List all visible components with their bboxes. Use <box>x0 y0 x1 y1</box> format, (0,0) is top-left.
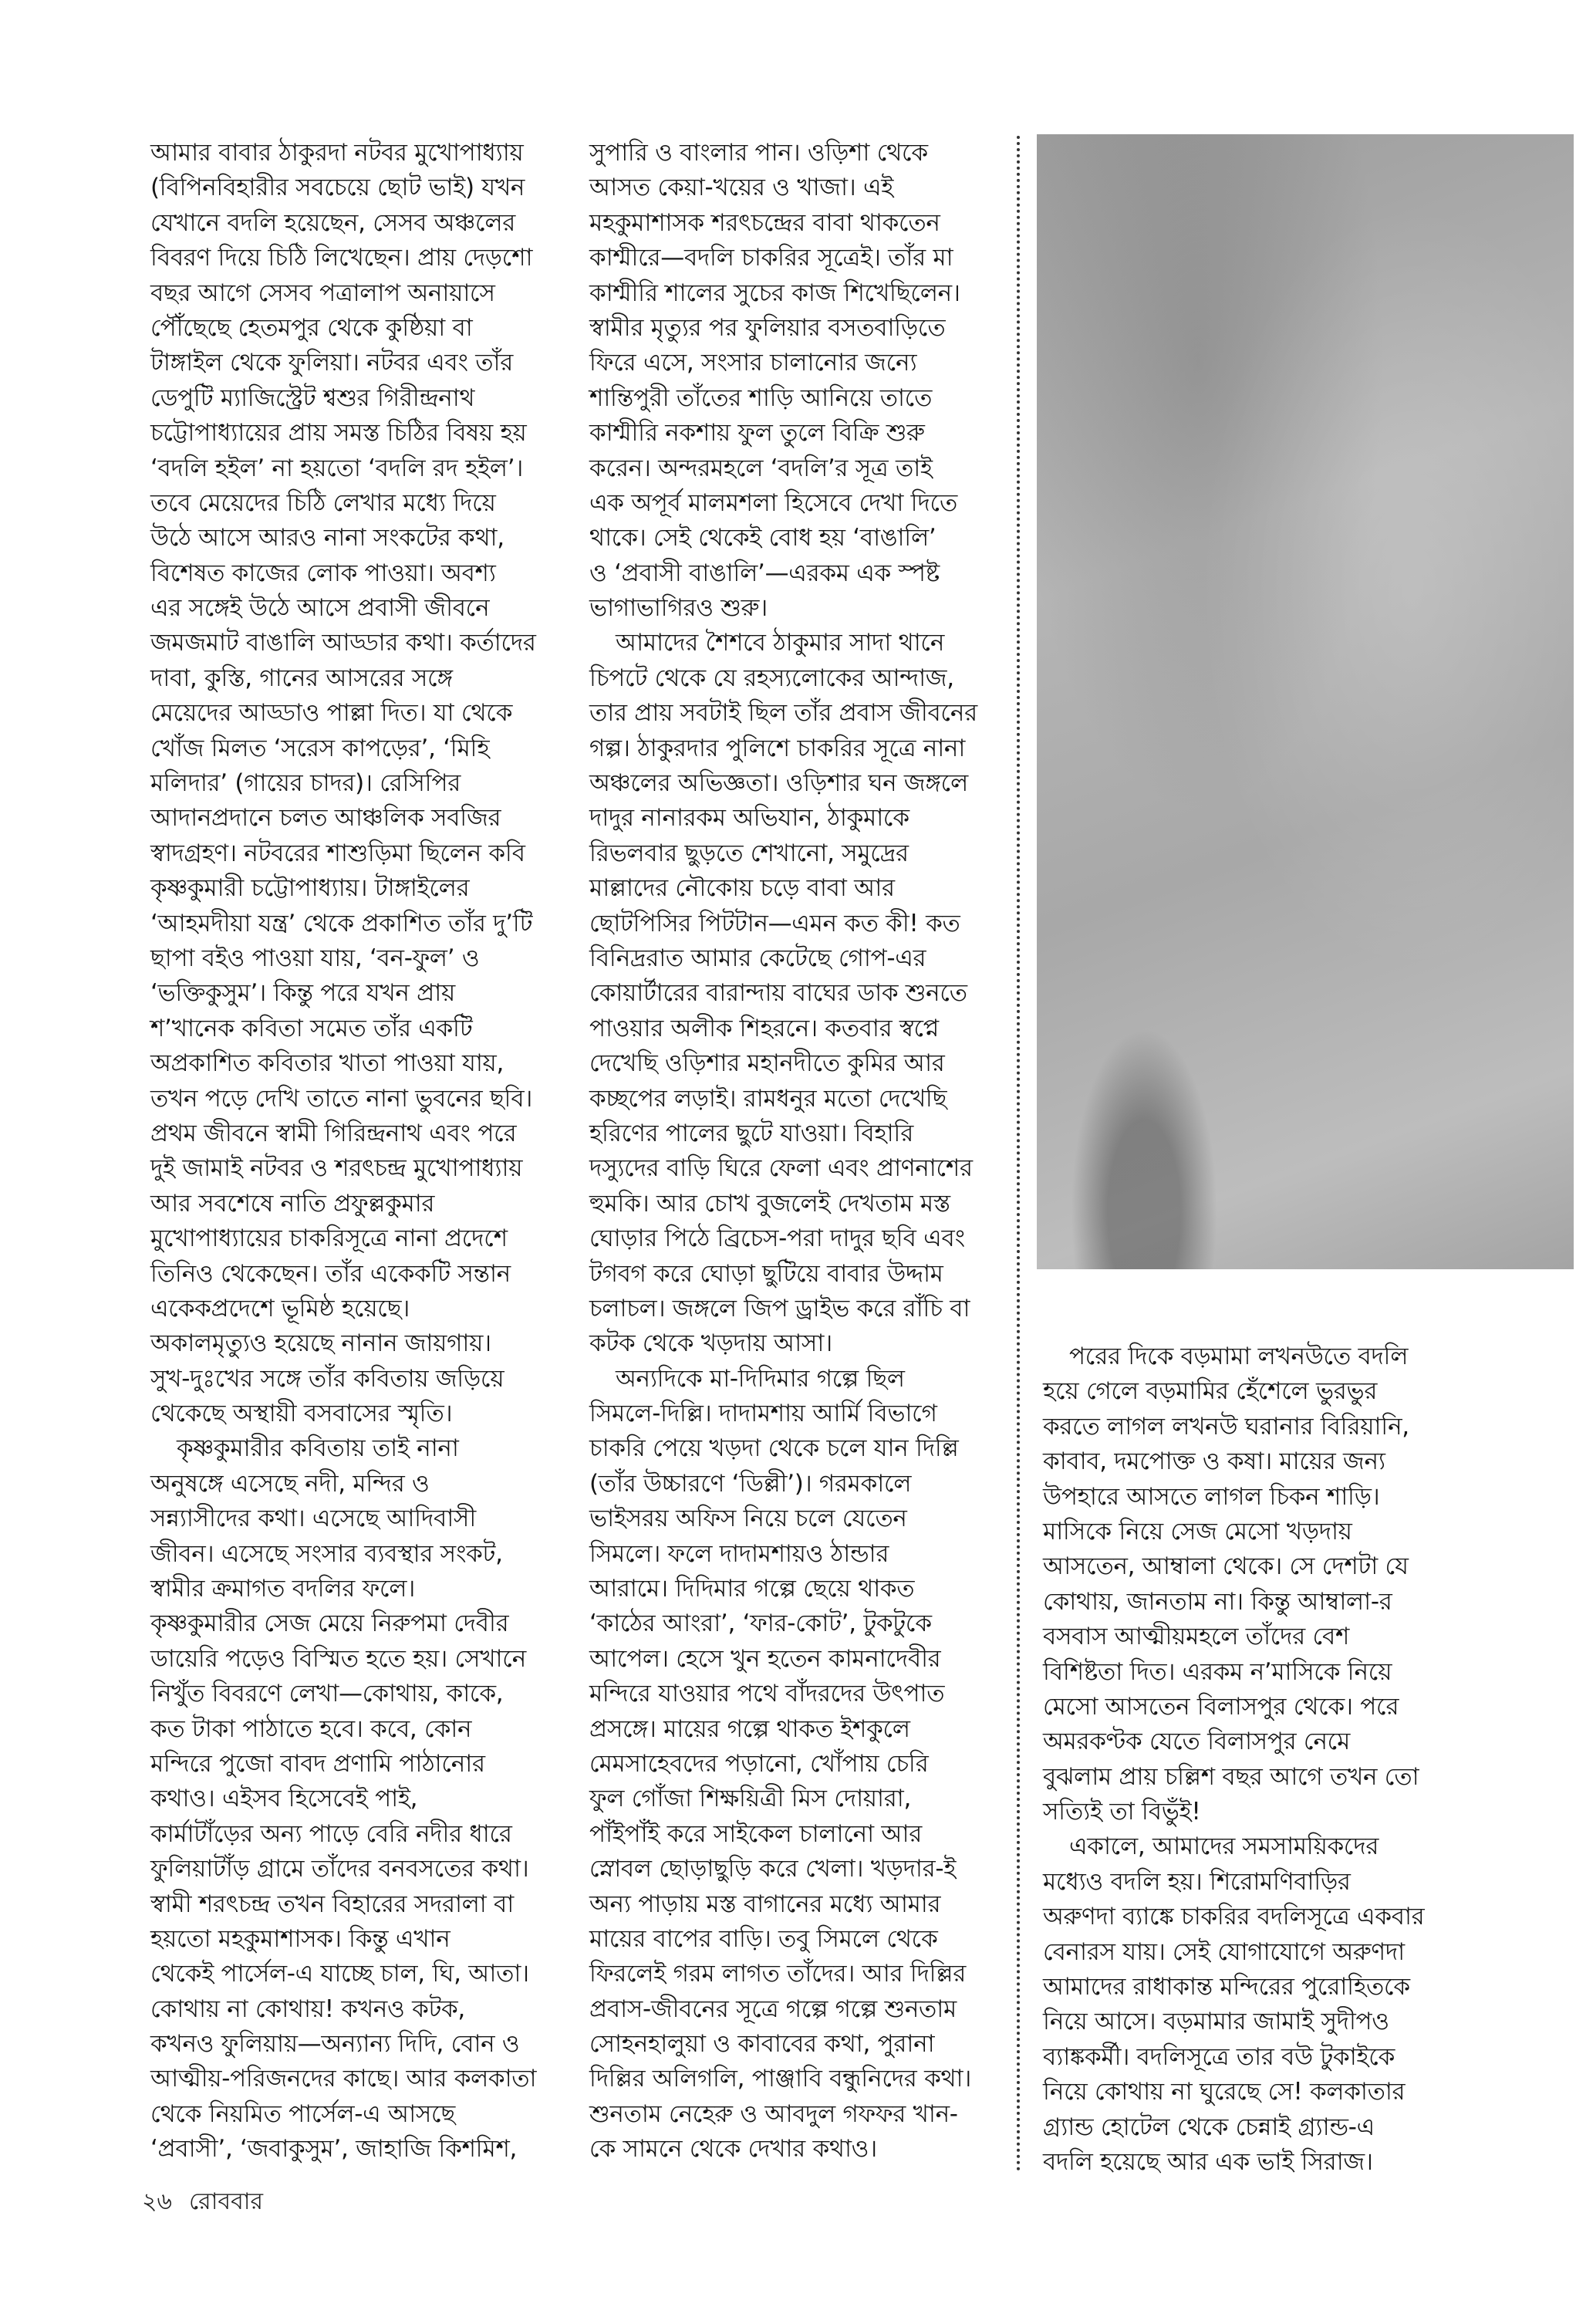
text-line: উঠে আসে আরও নানা সংকটের কথা, <box>150 524 505 552</box>
text-line: বেনারস যায়। সেই যোগাযোগে অরুণদা <box>1043 1937 1405 1966</box>
text-line: মন্দিরে যাওয়ার পথে বাঁদরদের উৎপাত <box>589 1680 945 1708</box>
text-line: স্বামী শরৎচন্দ্র তখন বিহারের সদরালা বা <box>150 1890 514 1918</box>
text-line: করেন। অন্দরমহলে ‘বদলি’র সূত্র তাই <box>589 454 933 482</box>
text-line: টগবগ করে ঘোড়া ছুটিয়ে বাবার উদ্দাম <box>589 1259 943 1288</box>
text-line: পাঁইপাঁই করে সাইকেল চালানো আর <box>589 1819 923 1848</box>
text-line: থেকেই পার্সেল-এ যাচ্ছে চাল, ঘি, আতা। <box>150 1960 529 1988</box>
text-line: মেয়েদের আড্ডাও পাল্লা দিত। যা থেকে <box>150 699 513 728</box>
text-line: মেমসাহেবদের পড়ানো, খোঁপায় চেরি <box>589 1749 929 1778</box>
text-line: থেকে নিয়মিত পার্সেল-এ আসছে <box>150 2099 455 2128</box>
text-line: কৃষ্ণকুমারীর সেজ মেয়ে নিরুপমা দেবীর <box>150 1610 509 1638</box>
text-line: মধ্যেও বদলি হয়। শিরোমণিবাড়ির <box>1043 1867 1351 1896</box>
text-line: গ্র্যান্ড হোটেল থেকে চেন্নাই গ্র্যান্ড-এ <box>1043 2113 1375 2141</box>
text-line: স্বামীর ক্রমাগত বদলির ফলে। <box>150 1575 416 1603</box>
text-line: (বিপিনবিহারীর সবচেয়ে ছোট ভাই) যখন <box>150 174 525 202</box>
text-line: অরুণদা ব্যাঙ্কে চাকরির বদলিসূত্রে একবার <box>1043 1903 1425 1931</box>
text-line: ‘ভক্তিকুসুম’। কিন্তু পরে যখন প্রায় <box>150 979 455 1008</box>
text-line: কটক থেকে খড়দায় আসা। <box>589 1329 832 1358</box>
text-line: অঞ্চলের অভিজ্ঞতা। ওড়িশার ঘন জঙ্গলে <box>589 769 968 798</box>
text-line: কখনও ফুলিয়ায়—অন্যান্য দিদি, বোন ও <box>150 2030 520 2059</box>
text-line: বছর আগে সেসব পত্রালাপ অনায়াসে <box>150 279 495 307</box>
text-line: আমাদের শৈশবে ঠাকুমার সাদা থানে <box>616 629 945 657</box>
text-line: হরিণের পালের ছুটে যাওয়া। বিহারি <box>589 1119 913 1147</box>
text-line: হুমকি। আর চোখ বুজলেই দেখতাম মস্ত <box>589 1189 950 1218</box>
text-line: কচ্ছপের লড়াই। রামধনুর মতো দেখেছি <box>589 1084 947 1113</box>
text-line: আপেল। হেসে খুন হতেন কামনাদেবীর <box>589 1644 941 1673</box>
text-line: নিখুঁত বিবরণে লেখা—কোথায়, কাকে, <box>150 1680 504 1708</box>
text-line: সুখ-দুঃখের সঙ্গে তাঁর কবিতায় জড়িয়ে <box>150 1364 505 1393</box>
text-line: মাসিকে নিয়ে সেজ মেসো খড়দায় <box>1043 1517 1352 1545</box>
text-line: ‘বদলি হইল’ না হয়তো ‘বদলি রদ হইল’। <box>150 454 524 482</box>
text-line: অমরকণ্টক যেতে বিলাসপুর নেমে <box>1043 1728 1351 1756</box>
article-column-3 <box>1043 1339 1568 2180</box>
text-line: একেকপ্রদেশে ভূমিষ্ঠ হয়েছে। <box>150 1294 410 1322</box>
text-line: আমাদের রাধাকান্ত মন্দিরের পুরোহিতকে <box>1043 1973 1410 2001</box>
text-line: সন্ন্যাসীদের কথা। এসেছে আদিবাসী <box>150 1505 476 1533</box>
text-line: ‘কাঠের আংরা’, ‘ফার-কোট’, টুকটুকে <box>589 1610 932 1638</box>
text-line: চাকরি পেয়ে খড়দা থেকে চলে যান দিল্লি <box>589 1434 959 1463</box>
text-line: রিভলবার ছুড়তে শেখানো, সমুদ্রের <box>589 839 909 867</box>
text-line: হয়ে গেলে বড়মামির হেঁশেলে ভুরভুর <box>1043 1377 1378 1406</box>
text-line: কৃষ্ণকুমারী চট্টোপাধ্যায়। টাঙ্গাইলের <box>150 874 470 903</box>
text-line: অনুষঙ্গে এসেছে নদী, মন্দির ও <box>150 1469 430 1498</box>
textured-wall-photo <box>1037 134 1574 1269</box>
text-line: জীবন। এসেছে সংসার ব্যবস্থার সংকট, <box>150 1539 503 1568</box>
text-line: প্রথম জীবনে স্বামী গিরিন্দ্রনাথ এবং পরে <box>150 1119 517 1147</box>
text-line: প্রবাস-জীবনের সূত্রে গল্পে গল্পে শুনতাম <box>589 1995 957 2023</box>
text-line: দেখেছি ওড়িশার মহানদীতে কুমির আর <box>589 1049 945 1078</box>
text-line: ও ‘প্রবাসী বাঙালি’—এরকম এক স্পষ্ট <box>589 559 940 587</box>
text-line: তার প্রায় সবটাই ছিল তাঁর প্রবাস জীবনের <box>589 699 977 728</box>
text-line: তখন পড়ে দেখি তাতে নানা ভুবনের ছবি। <box>150 1084 533 1113</box>
text-line: বসবাস আত্মীয়মহলে তাঁদের বেশ <box>1043 1623 1350 1651</box>
text-line: হয়তো মহকুমাশাসক। কিন্তু এখান <box>150 1924 451 1953</box>
text-line: একালে, আমাদের সমসাময়িকদের <box>1069 1833 1379 1861</box>
text-line: ভাইসরয় অফিস নিয়ে চলে যেতেন <box>589 1505 907 1533</box>
text-line: ফুল গোঁজা শিক্ষয়িত্রী মিস দোয়ারা, <box>589 1785 912 1813</box>
text-line: ‘আহমদীয়া যন্ত্র’ থেকে প্রকাশিত তাঁর দু’টি <box>150 909 533 937</box>
text-line: দুই জামাই নটবর ও শরৎচন্দ্র মুখোপাধ্যায় <box>150 1154 523 1183</box>
text-line: বদলি হয়েছে আর এক ভাই সিরাজ। <box>1043 2147 1373 2176</box>
text-line: কাশ্মীরি শালের সুচের কাজ শিখেছিলেন। <box>589 279 960 307</box>
text-line: চলাচল। জঙ্গলে জিপ ড্রাইভ করে রাঁচি বা <box>589 1294 970 1322</box>
text-line: অন্য পাড়ায় মস্ত বাগানের মধ্যে আমার <box>589 1890 941 1918</box>
text-line: (তাঁর উচ্চারণে ‘ডিল্লী’)। গরমকালে <box>589 1469 912 1498</box>
text-line: ডেপুটি ম্যাজিস্ট্রেট শ্বশুর গিরীন্দ্রনাথ <box>150 383 475 412</box>
text-line: মন্দিরে পুজো বাবদ প্রণামি পাঠানোর <box>150 1749 485 1778</box>
text-line: ফুলিয়াটাঁড় গ্রামে তাঁদের বনবসতের কথা। <box>150 1855 529 1883</box>
text-line: পৌঁছেছে হেতমপুর থেকে কুষ্ঠিয়া বা <box>150 313 473 342</box>
text-line: কাবাব, দমপোক্ত ও কষা। মায়ের জন্য <box>1043 1447 1385 1476</box>
text-line: কত টাকা পাঠাতে হবে। কবে, কোন <box>150 1714 472 1743</box>
text-line: এক অপূর্ব মালমশলা হিসেবে দেখা দিতে <box>589 488 957 517</box>
text-line: করতে লাগল লখনউ ঘরানার বিরিয়ানি, <box>1043 1412 1409 1441</box>
text-line: স্বাদগ্রহণ। নটবরের শাশুড়িমা ছিলেন কবি <box>150 839 525 867</box>
text-line: তবে মেয়েদের চিঠি লেখার মধ্যে দিয়ে <box>150 488 496 517</box>
text-line: বিবরণ দিয়ে চিঠি লিখেছেন। প্রায় দেড়শো <box>150 244 533 272</box>
text-line: চিপটে থেকে যে রহস্যলোকের আন্দাজ, <box>589 664 954 692</box>
text-line: নিয়ে কোথায় না ঘুরেছে সে! কলকাতার <box>1043 2078 1406 2106</box>
text-line: আসত কেয়া-খয়ের ও খাজা। এই <box>589 174 894 202</box>
text-line: মুখোপাধ্যায়ের চাকরিসূত্রে নানা প্রদেশে <box>150 1224 508 1253</box>
text-line: আসতেন, আম্বালা থেকে। সে দেশটা যে <box>1043 1552 1409 1581</box>
text-line: ছাপা বইও পাওয়া যায়, ‘বন-ফুল’ ও <box>150 944 480 972</box>
text-line: চট্টোপাধ্যায়ের প্রায় সমস্ত চিঠির বিষয় হয় <box>150 419 527 448</box>
text-line: থাকে। সেই থেকেই বোধ হয় ‘বাঙালি’ <box>589 524 936 552</box>
text-line: মাল্লাদের নৌকোয় চড়ে বাবা আর <box>589 874 895 903</box>
text-line: শুনতাম নেহেরু ও আবদুল গফফর খান- <box>589 2099 958 2128</box>
page-footer <box>142 2188 280 2216</box>
text-line: মায়ের বাপের বাড়ি। তবু সিমলে থেকে <box>589 1924 938 1953</box>
article-column-1 <box>150 136 579 2167</box>
text-line: এর সঙ্গেই উঠে আসে প্রবাসী জীবনে <box>150 594 490 623</box>
page-number: ২৬ <box>142 2188 173 2215</box>
text-line: মেসো আসতেন বিলাসপুর থেকে। পরে <box>1043 1692 1399 1721</box>
text-line: কৃষ্ণকুমারীর কবিতায় তাই নানা <box>177 1434 459 1463</box>
magazine-name: রোববার <box>189 2188 263 2215</box>
text-line: কথাও। এইসব হিসেবেই পাই, <box>150 1785 418 1813</box>
text-line: আত্মীয়-পরিজনদের কাছে। আর কলকাতা <box>150 2065 537 2093</box>
text-line: ‘প্রবাসী’, ‘জবাকুসুম’, জাহাজি কিশমিশ, <box>150 2135 518 2164</box>
text-line: কোথায়, জানতাম না। কিন্তু আম্বালা-র <box>1043 1587 1392 1616</box>
text-line: অকালমৃত্যুও হয়েছে নানান জায়গায়। <box>150 1329 491 1358</box>
text-line: কে সামনে থেকে দেখার কথাও। <box>589 2135 877 2164</box>
text-line: টাঙ্গাইল থেকে ফুলিয়া। নটবর এবং তাঁর <box>150 349 513 377</box>
text-line: দস্যুদের বাড়ি ঘিরে ফেলা এবং প্রাণনাশের <box>589 1154 973 1183</box>
text-line: অপ্রকাশিত কবিতার খাতা পাওয়া যায়, <box>150 1049 505 1078</box>
text-line: যেখানে বদলি হয়েছেন, সেসব অঞ্চলের <box>150 208 516 237</box>
text-line: মহকুমাশাসক শরৎচন্দ্রের বাবা থাকতেন <box>589 208 940 237</box>
text-line: প্রসঙ্গে। মায়ের গল্পে থাকত ইশকুলে <box>589 1714 910 1743</box>
text-line: কাশ্মীরে—বদলি চাকরির সূত্রেই। তাঁর মা <box>589 244 953 272</box>
text-line: ছোটপিসির পিটটান—এমন কত কী! কত <box>589 909 960 937</box>
text-line: অন্যদিকে মা-দিদিমার গল্পে ছিল <box>616 1364 905 1393</box>
text-line: কোথায় না কোথায়! কখনও কটক, <box>150 1995 465 2023</box>
text-line: শান্তিপুরী তাঁতের শাড়ি আনিয়ে তাতে <box>589 383 933 412</box>
text-line: বুঝলাম প্রায় চল্লিশ বছর আগে তখন তো <box>1043 1762 1419 1791</box>
text-line: বিনিদ্ররাত আমার কেটেছে গোপ-এর <box>589 944 926 972</box>
article-column-2 <box>589 136 1009 2167</box>
text-line: সোহনহালুয়া ও কাবাবের কথা, পুরানা <box>589 2030 935 2059</box>
text-line: স্নোবল ছোড়াছুড়ি করে খেলা। খড়দার-ই <box>589 1855 957 1883</box>
text-line: আরামে। দিদিমার গল্পে ছেয়ে থাকত <box>589 1575 915 1603</box>
text-line: আদানপ্রদানে চলত আঞ্চলিক সবজির <box>150 804 501 833</box>
text-line: ঘোড়ার পিঠে ব্রিচেস-পরা দাদুর ছবি এবং <box>589 1224 965 1253</box>
text-line: ব্যাঙ্ককর্মী। বদলিসূত্রে তার বউ টুকাইকে <box>1043 2042 1395 2071</box>
text-line: মলিদার’ (গায়ের চাদর)। রেসিপির <box>150 769 461 798</box>
text-line: নিয়ে আসে। বড়মামার জামাই সুদীপও <box>1043 2008 1389 2036</box>
text-line: ভাগাভাগিরও শুরু। <box>589 594 768 623</box>
text-line: কার্মাটাঁড়ের অন্য পাড়ে বেরি নদীর ধারে <box>150 1819 512 1848</box>
text-line: কোয়ার্টারের বারান্দায় বাঘের ডাক শুনতে <box>589 979 967 1008</box>
text-line: শ’খানেক কবিতা সমেত তাঁর একটি <box>150 1014 473 1042</box>
text-line: ডায়েরি পড়েও বিস্মিত হতে হয়। সেখানে <box>150 1644 526 1673</box>
text-line: বিশিষ্টতা দিত। এরকম ন’মাসিকে নিয়ে <box>1043 1657 1392 1686</box>
text-line: দাদুর নানারকম অভিযান, ঠাকুমাকে <box>589 804 909 833</box>
text-line: আর সবশেষে নাতি প্রফুল্লকুমার <box>150 1189 435 1218</box>
text-line: বিশেষত কাজের লোক পাওয়া। অবশ্য <box>150 559 496 587</box>
text-line: তিনিও থেকেছেন। তাঁর একেকটি সন্তান <box>150 1259 511 1288</box>
text-line: ফিরে এসে, সংসার চালানোর জন্যে <box>589 349 917 377</box>
text-line: গল্প। ঠাকুরদার পুলিশে চাকরির সূত্রে নানা <box>589 734 966 762</box>
text-line: সত্যিই তা বিভুঁই! <box>1043 1798 1201 1826</box>
column-divider <box>1017 136 1020 2173</box>
text-line: খোঁজ মিলত ‘সরেস কাপড়ের’, ‘মিহি <box>150 734 490 762</box>
text-line: সিমলে-দিল্লি। দাদামশায় আর্মি বিভাগে <box>589 1400 937 1428</box>
text-line: সিমলে। ফলে দাদামশায়ও ঠান্ডার <box>589 1539 889 1568</box>
text-line: পরের দিকে বড়মামা লখনউতে বদলি <box>1069 1343 1409 1370</box>
text-line: ফিরলেই গরম লাগত তাঁদের। আর দিল্লির <box>589 1960 967 1988</box>
text-line: উপহারে আসতে লাগল চিকন শাড়ি। <box>1043 1482 1380 1511</box>
text-line: দিল্লির অলিগলি, পাঞ্জাবি বন্ধুনিদের কথা। <box>589 2065 972 2093</box>
text-line: পাওয়ার অলীক শিহরনে। কতবার স্বপ্নে <box>589 1014 940 1042</box>
text-line: আমার বাবার ঠাকুরদা নটবর মুখোপাধ্যায় <box>150 139 524 167</box>
text-line: দাবা, কুস্তি, গানের আসরের সঙ্গে <box>150 664 453 692</box>
text-line: জমজমাট বাঙালি আড্ডার কথা। কর্তাদের <box>150 629 536 657</box>
text-line: স্বামীর মৃত্যুর পর ফুলিয়ার বসতবাড়িতে <box>589 313 946 342</box>
text-line: কাশ্মীরি নকশায় ফুল তুলে বিক্রি শুরু <box>589 419 925 448</box>
text-line: সুপারি ও বাংলার পান। ওড়িশা থেকে <box>589 139 928 167</box>
text-line: থেকেছে অস্থায়ী বসবাসের স্মৃতি। <box>150 1400 453 1428</box>
